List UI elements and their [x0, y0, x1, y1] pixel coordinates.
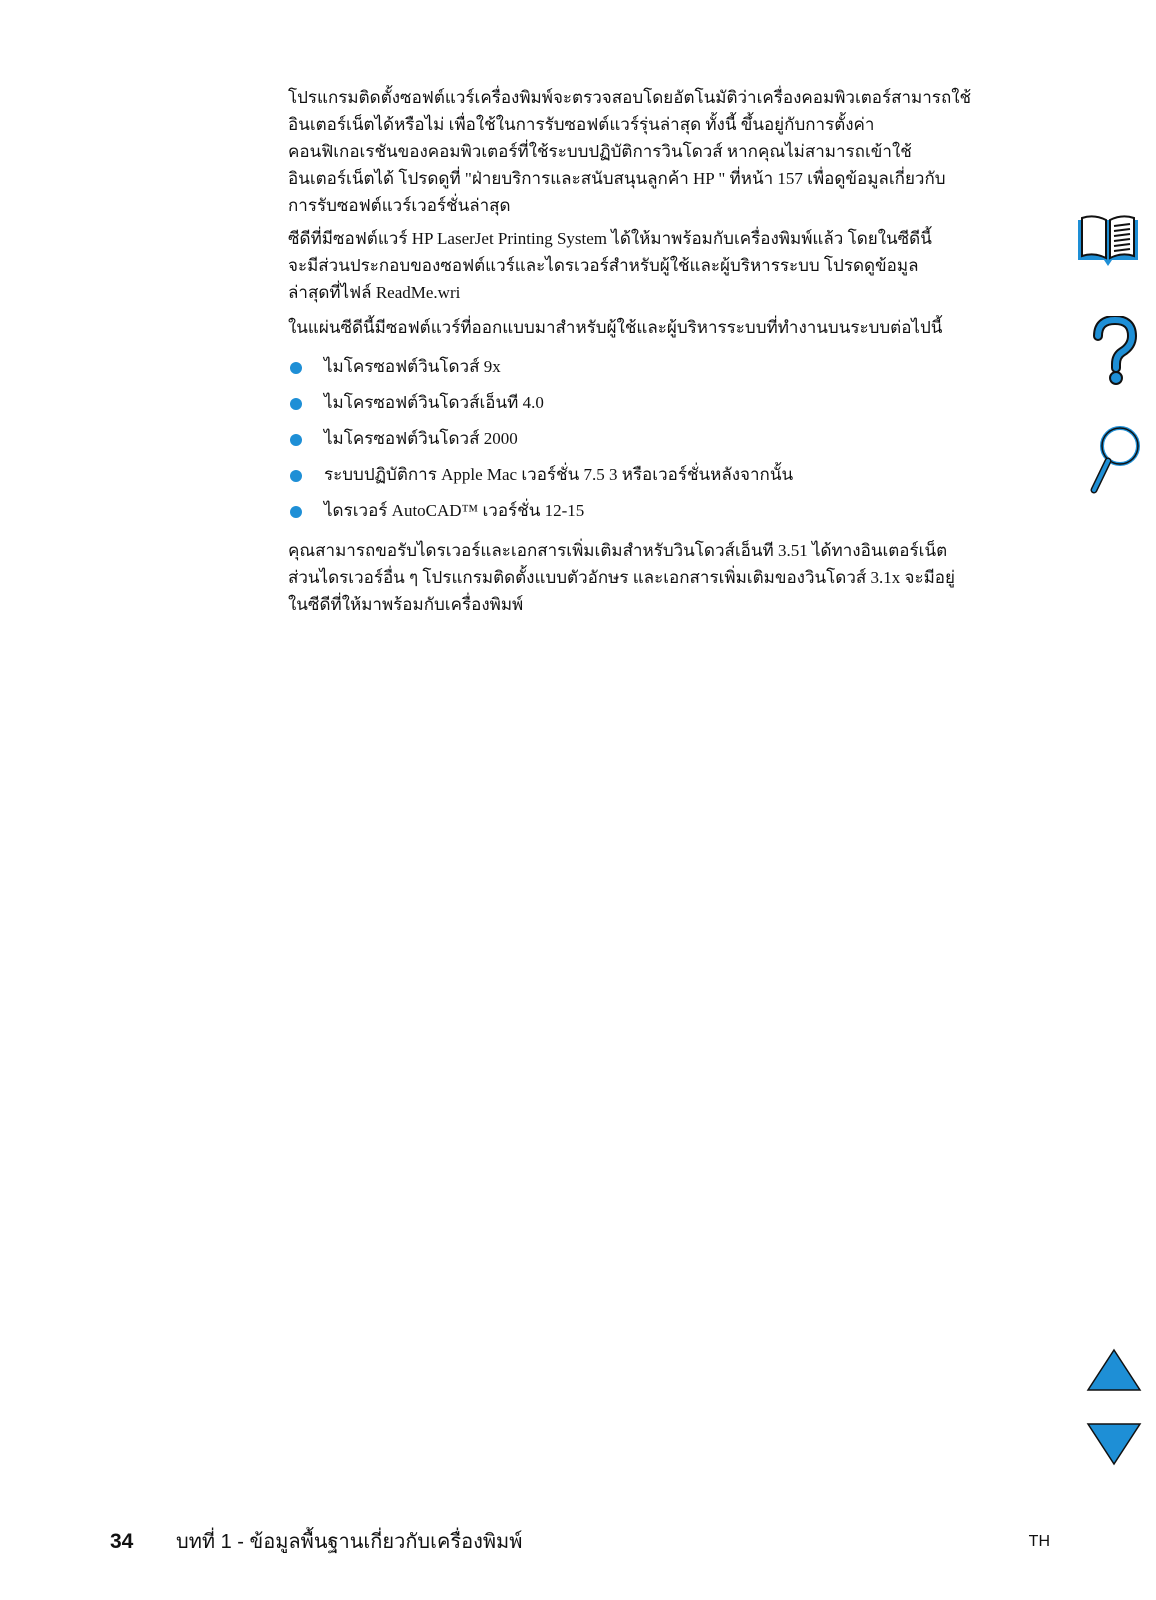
text-line: จะมีส่วนประกอบของซอฟต์แวร์และไดรเวอร์สำหรับผู้ใช้และผู้บริหารระบบ โปรดดูข้อมูล — [288, 256, 919, 275]
text-line: ซีดีที่มีซอฟต์แวร์ HP LaserJet Printing System ได้ให้มาพร้อมกับเครื่องพิมพ์แล้ว โดยในซีดีนี้ — [288, 229, 932, 248]
text-line: โปรแกรมติดตั้งซอฟต์แวร์เครื่องพิมพ์จะตรวจสอบโดยอัตโนมัติว่าเครื่องคอมพิวเตอร์สามารถใช้ — [288, 88, 972, 107]
text-line: การรับซอฟต์แวร์เวอร์ชั่นล่าสุด — [288, 196, 511, 215]
bullet-icon — [290, 434, 302, 446]
list-item-text: ไมโครซอฟต์วินโดวส์เอ็นที 4.0 — [324, 393, 544, 412]
bullet-icon — [290, 470, 302, 482]
text-line: ล่าสุดที่ไฟล์ ReadMe.wri — [288, 283, 461, 302]
paragraph-drivers — [288, 537, 1048, 618]
text-line: ส่วนไดรเวอร์อื่น ๆ โปรแกรมติดตั้งแบบตัวอักษร และเอกสารเพิ่มเติมของวินโดวส์ 3.1x จะมีอยู่ — [288, 568, 955, 587]
language-code: TH — [1028, 1533, 1050, 1550]
list-item — [288, 385, 1048, 421]
text-line: อินเตอร์เน็ตได้หรือไม่ เพื่อใช้ในการรับซอฟต์แวร์รุ่นล่าสุด ทั้งนี้ ขึ้นอยู่กับการตั้งค่า — [288, 115, 875, 134]
chapter-title: บทที่ 1 - ข้อมูลพื้นฐานเกี่ยวกับเครื่องพิมพ์ — [176, 1531, 523, 1553]
help-icon[interactable] — [1090, 316, 1140, 386]
list-item-text: ไดรเวอร์ AutoCAD™ เวอร์ชั่น 12-15 — [324, 501, 585, 520]
list-item-text: ไมโครซอฟต์วินโดวส์ 2000 — [324, 429, 518, 448]
text-line: ในซีดีที่ให้มาพร้อมกับเครื่องพิมพ์ — [288, 595, 524, 614]
main-content — [288, 84, 1048, 626]
text-line: คุณสามารถขอรับไดรเวอร์และเอกสารเพิ่มเติมสำหรับวินโดวส์เอ็นที 3.51 ได้ทางอินเตอร์เน็ต — [288, 541, 948, 560]
page-number: 34 — [110, 1530, 134, 1553]
paragraph-cd-contents — [288, 225, 1048, 306]
list-item — [288, 421, 1048, 457]
text-line: ในแผ่นซีดีนี้มีซอฟต์แวร์ที่ออกแบบมาสำหรับผู้ใช้และผู้บริหารระบบที่ทำงานบนระบบต่อไปนี้ — [288, 318, 943, 337]
previous-page-icon[interactable] — [1086, 1348, 1142, 1392]
list-item — [288, 349, 1048, 385]
list-item — [288, 493, 1048, 529]
list-item-text: ไมโครซอฟต์วินโดวส์ 9x — [324, 357, 501, 376]
text-line: อินเตอร์เน็ตได้ โปรดดูที่ "ฝ่ายบริการและสนับสนุนลูกค้า HP " ที่หน้า 157 เพื่อดูข้อมูลเกี่ยวกับ — [288, 169, 946, 188]
list-item — [288, 457, 1048, 493]
bullet-icon — [290, 398, 302, 410]
search-icon[interactable] — [1088, 424, 1144, 496]
book-icon[interactable] — [1074, 212, 1142, 270]
list-item-text: ระบบปฏิบัติการ Apple Mac เวอร์ชั่น 7.5 3 หรือเวอร์ชั่นหลังจากนั้น — [324, 465, 794, 484]
bullet-icon — [290, 362, 302, 374]
os-list — [288, 349, 1048, 529]
next-page-icon[interactable] — [1086, 1422, 1142, 1466]
bullet-icon — [290, 506, 302, 518]
page-footer — [110, 1527, 1050, 1559]
paragraph-os-intro — [288, 314, 1048, 341]
text-line: คอนฟิเกอเรชันของคอมพิวเตอร์ที่ใช้ระบบปฏิบัติการวินโดวส์ หากคุณไม่สามารถเข้าใช้ — [288, 142, 912, 161]
paragraph-intro — [288, 84, 1048, 219]
